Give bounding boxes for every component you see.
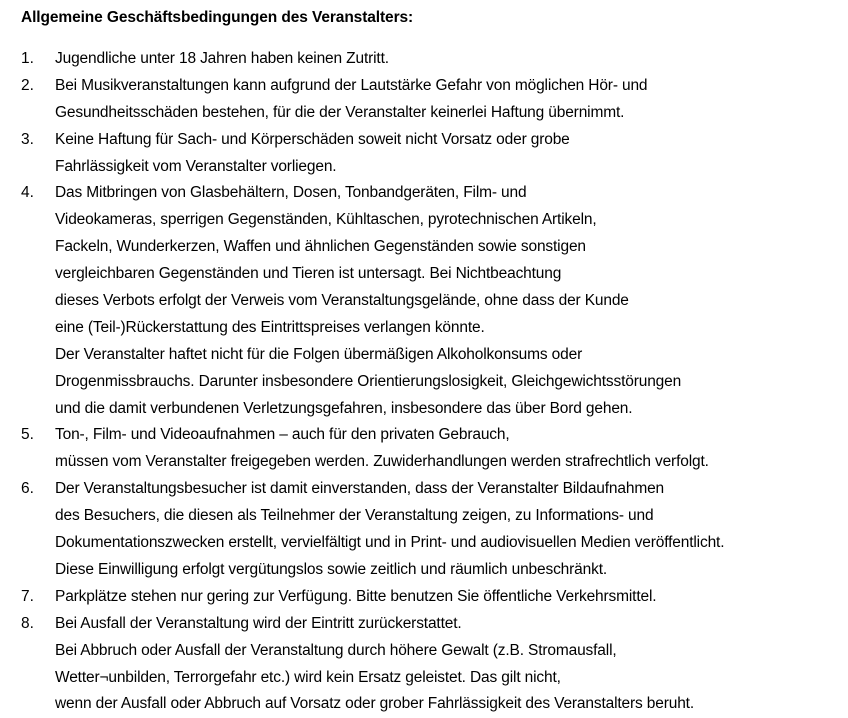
item-number: 7. bbox=[21, 587, 34, 605]
text-line: Gesundheitsschäden bestehen, für die der Veranstalter keinerlei Haftung übernimmt. bbox=[55, 103, 625, 121]
list-item bbox=[21, 73, 843, 127]
item-text bbox=[55, 127, 843, 181]
text-line: Fahrlässigkeit vom Veranstalter vorliegen. bbox=[55, 157, 337, 175]
text-line: wenn der Ausfall oder Abbruch auf Vorsatz oder grober Fahrlässigkeit des Veranstalters beruht. bbox=[55, 695, 694, 713]
item-text bbox=[55, 180, 843, 422]
text-line: vergleichbaren Gegenständen und Tieren ist untersagt. Bei Nichtbeachtung bbox=[55, 265, 562, 283]
text-line: Ton-, Film- und Videoaufnahmen – auch für den privaten Gebrauch, bbox=[55, 426, 510, 444]
text-line: Keine Haftung für Sach- und Körperschäden soweit nicht Vorsatz oder grobe bbox=[55, 130, 570, 148]
item-text bbox=[55, 46, 843, 73]
text-line: Parkplätze stehen nur gering zur Verfügung. Bitte benutzen Sie öffentliche Verkehrsmittel. bbox=[55, 587, 657, 605]
list-item bbox=[21, 611, 843, 718]
text-line: Drogenmissbrauchs. Darunter insbesondere Orientierungslosigkeit, Gleichgewichtsstörungen bbox=[55, 372, 682, 390]
document-title: Allgemeine Geschäftsbedingungen des Veranstalters: bbox=[21, 9, 414, 26]
item-text bbox=[55, 73, 843, 127]
item-text bbox=[55, 611, 843, 718]
item-number: 4. bbox=[21, 184, 34, 202]
item-number: 6. bbox=[21, 480, 34, 498]
text-line: Jugendliche unter 18 Jahren haben keinen Zutritt. bbox=[55, 50, 389, 67]
list-item bbox=[21, 422, 843, 476]
item-number: 1. bbox=[21, 50, 34, 67]
text-line: müssen vom Veranstalter freigegeben werden. Zuwiderhandlungen werden strafrechtlich verfolgt. bbox=[55, 453, 709, 471]
list-item bbox=[21, 180, 843, 422]
list-item bbox=[21, 476, 843, 584]
list-item bbox=[21, 46, 843, 73]
text-line: Dokumentationszwecken erstellt, vervielfältigt und in Print- und audiovisuellen Medien veröffentlicht. bbox=[55, 534, 725, 552]
text-line: Das Mitbringen von Glasbehältern, Dosen, Tonbandgeräten, Film- und bbox=[55, 184, 527, 202]
text-line: Wetter¬unbilden, Terrorgefahr etc.) wird kein Ersatz geleistet. Das gilt nicht, bbox=[55, 668, 561, 686]
text-line: Bei Abbruch oder Ausfall der Veranstaltung durch höhere Gewalt (z.B. Stromausfall, bbox=[55, 641, 617, 659]
text-line: und die damit verbundenen Verletzungsgefahren, insbesondere das über Bord gehen. bbox=[55, 399, 633, 417]
item-number: 2. bbox=[21, 76, 34, 94]
text-line: eine (Teil-)Rückerstattung des Eintrittspreises verlangen könnte. bbox=[55, 318, 485, 336]
text-line: Der Veranstaltungsbesucher ist damit einverstanden, dass der Veranstalter Bildaufnahmen bbox=[55, 480, 665, 498]
item-text bbox=[55, 584, 843, 611]
list-item bbox=[21, 584, 843, 611]
text-line: Fackeln, Wunderkerzen, Waffen und ähnlichen Gegenständen sowie sonstigen bbox=[55, 238, 586, 256]
text-line: Bei Ausfall der Veranstaltung wird der Eintritt zurückerstattet. bbox=[55, 614, 462, 632]
item-text bbox=[55, 476, 843, 584]
item-number: 3. bbox=[21, 130, 34, 148]
item-number: 8. bbox=[21, 614, 34, 632]
text-line: Diese Einwilligung erfolgt vergütungslos sowie zeitlich und räumlich unbeschränkt. bbox=[55, 560, 608, 578]
text-line: des Besuchers, die diesen als Teilnehmer der Veranstaltung zeigen, zu Informations- und bbox=[55, 507, 654, 525]
item-number: 5. bbox=[21, 426, 34, 444]
text-line: dieses Verbots erfolgt der Verweis vom Veranstaltungsgelände, ohne dass der Kunde bbox=[55, 292, 629, 310]
item-text bbox=[55, 422, 843, 476]
text-line: Der Veranstalter haftet nicht für die Folgen übermäßigen Alkoholkonsums oder bbox=[55, 345, 583, 363]
text-line: Videokameras, sperrigen Gegenständen, Kühltaschen, pyrotechnischen Artikeln, bbox=[55, 211, 597, 229]
list-item bbox=[21, 127, 843, 181]
terms-document bbox=[21, 5, 843, 718]
terms-list bbox=[21, 46, 843, 718]
text-line: Bei Musikveranstaltungen kann aufgrund der Lautstärke Gefahr von möglichen Hör- und bbox=[55, 76, 648, 94]
